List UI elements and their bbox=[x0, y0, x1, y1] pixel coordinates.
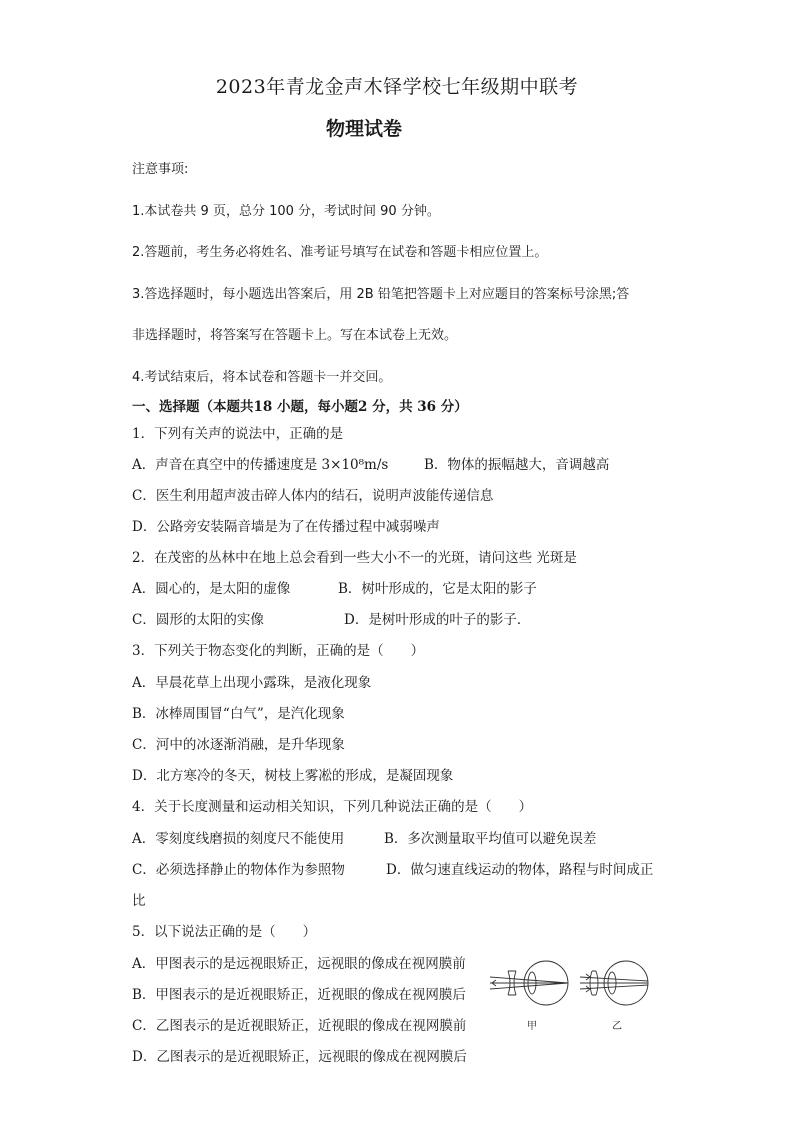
q4-option-d-cont: 比 bbox=[132, 893, 146, 909]
q5-option-a: A．甲图表示的是远视眼矫正，远视眼的像成在视网膜前 bbox=[132, 956, 466, 972]
q1-option-a: A．声音在真空中的传播速度是 3×10⁸m/s bbox=[132, 457, 389, 473]
q4-stem: 4．关于长度测量和运动相关知识，下列几种说法正确的是（ ） bbox=[132, 799, 533, 815]
note-item-2: 2.答题前，考生务必将姓名、准考证号填写在试卷和答题卡相应位置上。 bbox=[132, 245, 548, 260]
q4-option-a: A．零刻度线磨损的刻度尺不能使用 bbox=[132, 831, 345, 847]
q5-stem: 5．以下说法正确的是（ ） bbox=[132, 924, 317, 940]
diagram-jia bbox=[490, 961, 568, 1005]
q4-option-d: D．做匀速直线运动的物体，路程与时间成正 bbox=[386, 862, 654, 878]
q1-option-b: B．物体的振幅越大，音调越高 bbox=[424, 457, 610, 473]
q4-option-b: B．多次测量取平均值可以避免误差 bbox=[384, 831, 597, 847]
q2-option-d: D．是树叶形成的叶子的影子． bbox=[344, 612, 531, 628]
exam-subtitle: 物理试卷 bbox=[326, 118, 403, 140]
q3-stem: 3．下列关于物态变化的判断，正确的是（ ） bbox=[132, 643, 425, 659]
note-item-3: 3.答选择题时，每小题选出答案后，用 2B 铅笔把答题卡上对应题目的答案标号涂黑;答 bbox=[132, 287, 630, 302]
diagram-yi bbox=[580, 961, 648, 1005]
eye-diagram-figure bbox=[486, 953, 661, 1013]
note-item-4: 4.考试结束后，将本试卷和答题卡一并交回。 bbox=[132, 370, 392, 385]
note-item-3-cont: 非选择题时，将答案写在答题卡上。写在本试卷上无效。 bbox=[132, 328, 458, 343]
q4-option-c: C．必须选择静止的物体作为参照物 bbox=[132, 862, 345, 878]
q2-option-c: C．圆形的太阳的实像 bbox=[132, 612, 264, 628]
notes-heading: 注意事项: bbox=[132, 162, 189, 177]
figure-label-jia: 甲 bbox=[527, 1021, 537, 1032]
eye-correction-diagram bbox=[486, 953, 661, 1033]
q2-option-b: B．树叶形成的，它是太阳的影子 bbox=[338, 581, 537, 597]
q1-option-d: D．公路旁安装隔音墙是为了在传播过程中减弱噪声 bbox=[132, 519, 440, 535]
exam-title: 2023年青龙金声木铎学校七年级期中联考 bbox=[215, 76, 579, 98]
q3-option-c: C．河中的冰逐渐消融，是升华现象 bbox=[132, 737, 345, 753]
figure-label-yi: 乙 bbox=[612, 1021, 622, 1032]
q5-option-b: B．甲图表示的是近视眼矫正，近视眼的像成在视网膜后 bbox=[132, 987, 466, 1003]
note-item-1: 1.本试卷共 9 页，总分 100 分，考试时间 90 分钟。 bbox=[132, 204, 440, 219]
q3-option-a: A．早晨花草上出现小露珠，是液化现象 bbox=[132, 675, 372, 691]
q5-option-d: D．乙图表示的是近视眼矫正，远视眼的像成在视网膜后 bbox=[132, 1049, 467, 1065]
q2-option-a: A．圆心的，是太阳的虚像 bbox=[132, 581, 291, 597]
q2-stem: 2．在茂密的丛林中在地上总会看到一些大小不一的光斑，请问这些 光斑是 bbox=[132, 550, 577, 566]
q1-option-c: C．医生利用超声波击碎人体内的结石，说明声波能传递信息 bbox=[132, 488, 494, 504]
q3-option-d: D．北方寒冷的冬天，树枝上雾凇的形成，是凝固现象 bbox=[132, 768, 454, 784]
section-heading: 一、选择题（本题共18 小题，每小题2 分，共 36 分） bbox=[132, 399, 468, 415]
q1-stem: 1．下列有关声的说法中，正确的是 bbox=[132, 426, 344, 442]
q5-option-c: C．乙图表示的是近视眼矫正，近视眼的像成在视网膜前 bbox=[132, 1018, 467, 1034]
q3-option-b: B．冰棒周围冒“白气”，是汽化现象 bbox=[132, 706, 345, 722]
